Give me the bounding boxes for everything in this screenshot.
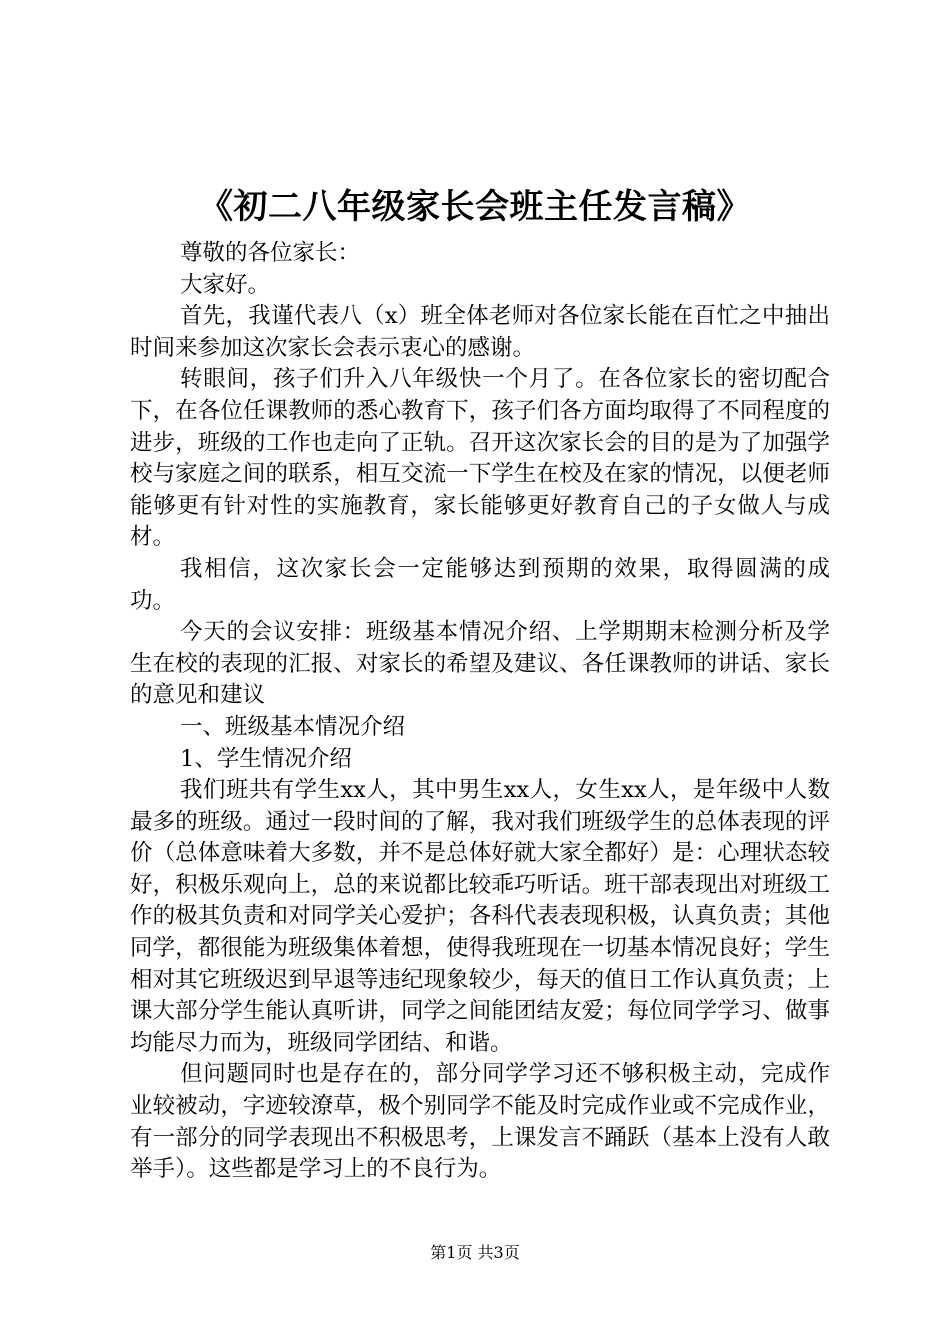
document-title: 《初二八年级家长会班主任发言稿》: [199, 187, 751, 227]
paragraph-class-overview: 我们班共有学生xx人，其中男生xx人，女生xx人，是年级中人数最多的班级。通过一段时间的了解，我对我们班级学生的总体表现的评价（总体意味着大多数，并不是总体好就大家全都好）是：心理状态较好，积极乐观向上，总的来说都比较乖巧听话。班干部表现出对班级工作的极其负责和对同学关心爱护；各科代表表现积极，认真负责；其他同学，都很能为班级集体着想，使得我班现在一切基本情况良好；学生相对其它班级迟到早退等违纪现象较少，每天的值日工作认真负责；上课大部分学生能认真听讲，同学之间能团结友爱；每位同学学习、做事均能尽力而为，班级同学团结、和谐。: [130, 777, 830, 1056]
document-body: [130, 238, 830, 1186]
section-heading: 一、班级基本情况介绍: [180, 713, 406, 740]
page-number-footer: 第1页 共3页: [430, 1243, 520, 1262]
paragraph-problems: 但问题同时也是存在的，部分同学学习还不够积极主动，完成作业较被动，字迹较潦草，极个别同学不能及时完成作业或不完成作业，有一部分的同学表现出不积极思考，上课发言不踊跃（基本上没有人敢举手）。这些都是学习上的不良行为。: [130, 1061, 830, 1183]
paragraph-thanks: 首先，我谨代表八（x）班全体老师对各位家长能在百忙之中抽出时间来参加这次家长会表示衷心的感谢。: [130, 303, 830, 361]
paragraph-hello: 大家好。: [180, 271, 271, 298]
paragraph-greeting: 尊敬的各位家长：: [180, 240, 361, 266]
subsection-heading: 1、学生情况介绍: [180, 745, 352, 772]
paragraph-purpose: 转眼间，孩子们升入八年级快一个月了。在各位家长的密切配合下，在各位任课教师的悉心教育下，孩子们各方面均取得了不同程度的进步，班级的工作也走向了正轨。召开这次家长会的目的是为了加强学校与家庭之间的联系，相互交流一下学生在校及在家的情况，以便老师能够更有针对性的实施教育，家长能够更好教育自己的子女做人与成材。: [130, 366, 830, 551]
paragraph-agenda: 今天的会议安排：班级基本情况介绍、上学期期末检测分析及学生在校的表现的汇报、对家长的希望及建议、各任课教师的讲话、家长的意见和建议: [130, 619, 830, 709]
paragraph-expectation: 我相信，这次家长会一定能够达到预期的效果，取得圆满的成功。: [130, 555, 830, 614]
